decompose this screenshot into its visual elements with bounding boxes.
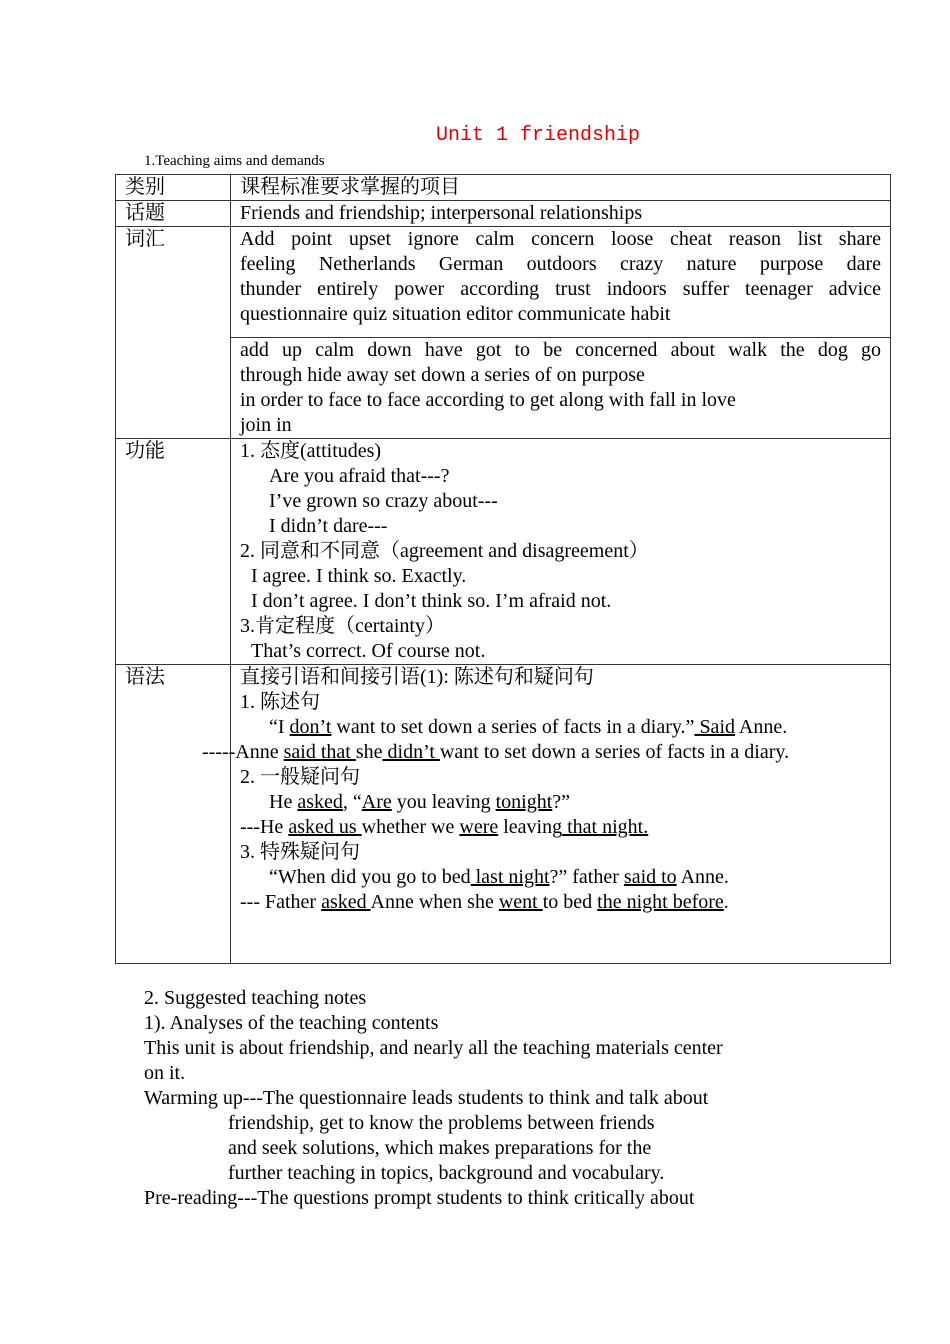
- underlined-run: Said: [694, 716, 735, 738]
- notes-paragraph-line: Pre-reading---The questions prompt students to think critically about: [144, 1187, 695, 1209]
- text-run: Anne when she: [370, 891, 499, 913]
- text-run: ?”: [552, 791, 571, 813]
- text-run: want to set down a series of facts in a diary.: [439, 741, 790, 763]
- table-row: [116, 227, 891, 338]
- underlined-run: tonight: [495, 791, 553, 813]
- text-run: -----Anne: [202, 741, 284, 763]
- vocab-line: Add point upset ignore calm concern loose cheat reason list share: [240, 228, 881, 250]
- text-run: you leaving: [391, 791, 496, 813]
- phrase-line: join in: [240, 414, 292, 436]
- notes-subheading: 1). Analyses of the teaching contents: [144, 1012, 439, 1034]
- vocab-line: questionnaire quiz situation editor communicate habit: [240, 303, 671, 325]
- phrase-line: add up calm down have got to be concerned about walk the dog go: [240, 339, 881, 361]
- section-heading: 1.Teaching aims and demands: [144, 153, 325, 169]
- example-line: [240, 715, 881, 740]
- text-run: ?” father: [549, 866, 624, 888]
- function-line: 1. 态度(attitudes): [240, 440, 382, 462]
- underlined-run: don’t: [289, 716, 332, 738]
- text-run: “I: [269, 716, 290, 738]
- example-line: [202, 740, 881, 765]
- text-run: want to set down a series of facts in a diary.”: [331, 716, 695, 738]
- notes-paragraph-line: further teaching in topics, background and vocabulary.: [228, 1162, 665, 1184]
- text-run: “When did you go to bed: [269, 866, 471, 888]
- example-line: [240, 815, 881, 840]
- underlined-run: that night.: [562, 816, 649, 838]
- notes-paragraph-line: Warming up---The questionnaire leads students to think and talk about: [144, 1087, 709, 1109]
- text-run: ---He: [240, 816, 289, 838]
- function-line: That’s correct. Of course not.: [251, 640, 486, 662]
- underlined-run: last night: [470, 866, 550, 888]
- grammar-cell: [202, 665, 891, 964]
- category-cell: 类别: [116, 175, 231, 201]
- function-line: 2. 同意和不同意（agreement and disagreement）: [240, 540, 649, 562]
- vocab-phrases-cell: [231, 338, 891, 439]
- underlined-run: didn’t: [382, 741, 440, 763]
- underlined-run: the night before: [597, 891, 724, 913]
- teaching-notes: [144, 986, 834, 1211]
- underlined-run: said to: [623, 866, 677, 888]
- table-row: [116, 201, 891, 227]
- function-line: 3.肯定程度（certainty）: [240, 615, 445, 637]
- page-title: Unit 1 friendship: [436, 124, 641, 147]
- phrase-line: in order to face to face according to get along with fall in love: [240, 389, 736, 411]
- notes-paragraph-line: and seek solutions, which makes preparations for the: [228, 1137, 652, 1159]
- example-line: [240, 865, 881, 890]
- grammar-line: 2. 一般疑问句: [240, 766, 360, 788]
- function-line: Are you afraid that---?: [269, 465, 450, 487]
- function-line: I don’t agree. I don’t think so. I’m afraid not.: [251, 590, 612, 612]
- table-row: [116, 665, 891, 964]
- category-cell: 功能: [116, 439, 231, 665]
- notes-heading: 2. Suggested teaching notes: [144, 987, 367, 1009]
- text-run: leaving: [498, 816, 563, 838]
- example-line: [240, 790, 881, 815]
- text-run: , “: [342, 791, 362, 813]
- content-cell: 课程标准要求掌握的项目: [231, 175, 891, 201]
- underlined-run: asked: [297, 791, 343, 813]
- function-cell: [231, 439, 891, 665]
- content-cell: Friends and friendship; interpersonal relationships: [231, 201, 891, 227]
- underlined-run: went: [498, 891, 543, 913]
- text-run: whether we: [361, 816, 460, 838]
- text-run: He: [269, 791, 298, 813]
- notes-paragraph-line: friendship, get to know the problems between friends: [228, 1112, 655, 1134]
- underlined-run: asked us: [288, 816, 362, 838]
- category-cell: 语法: [116, 665, 231, 964]
- grammar-line: 3. 特殊疑问句: [240, 841, 360, 863]
- text-run: she: [355, 741, 383, 763]
- example-line: [240, 890, 881, 915]
- function-line: I didn’t dare---: [269, 515, 388, 537]
- underlined-run: said that: [283, 741, 356, 763]
- function-line: I agree. I think so. Exactly.: [251, 565, 467, 587]
- grammar-line: 1. 陈述句: [240, 691, 320, 713]
- table-row: [116, 175, 891, 201]
- text-run: Anne.: [676, 866, 729, 888]
- vocab-line: feeling Netherlands German outdoors crazy nature purpose dare: [240, 253, 881, 275]
- text-run: .: [723, 891, 729, 913]
- function-line: I’ve grown so crazy about---: [269, 490, 498, 512]
- text-run: to bed: [542, 891, 598, 913]
- notes-paragraph-line: This unit is about friendship, and nearly all the teaching materials center: [144, 1037, 723, 1059]
- underlined-run: Are: [361, 791, 392, 813]
- notes-paragraph-line: on it.: [144, 1062, 186, 1084]
- text-run: --- Father: [240, 891, 322, 913]
- vocab-line: thunder entirely power according trust indoors suffer teenager advice: [240, 278, 881, 300]
- category-cell: 话题: [116, 201, 231, 227]
- table-row: [116, 338, 891, 439]
- table-row: [116, 439, 891, 665]
- text-run: Anne.: [735, 716, 788, 738]
- category-cell: 词汇: [116, 227, 231, 439]
- vocab-words-cell: [231, 227, 891, 338]
- phrase-line: through hide away set down a series of on purpose: [240, 364, 645, 386]
- grammar-line: 直接引语和间接引语(1): 陈述句和疑问句: [240, 666, 594, 688]
- underlined-run: were: [459, 816, 499, 838]
- underlined-run: asked: [321, 891, 371, 913]
- aims-table: [115, 174, 891, 964]
